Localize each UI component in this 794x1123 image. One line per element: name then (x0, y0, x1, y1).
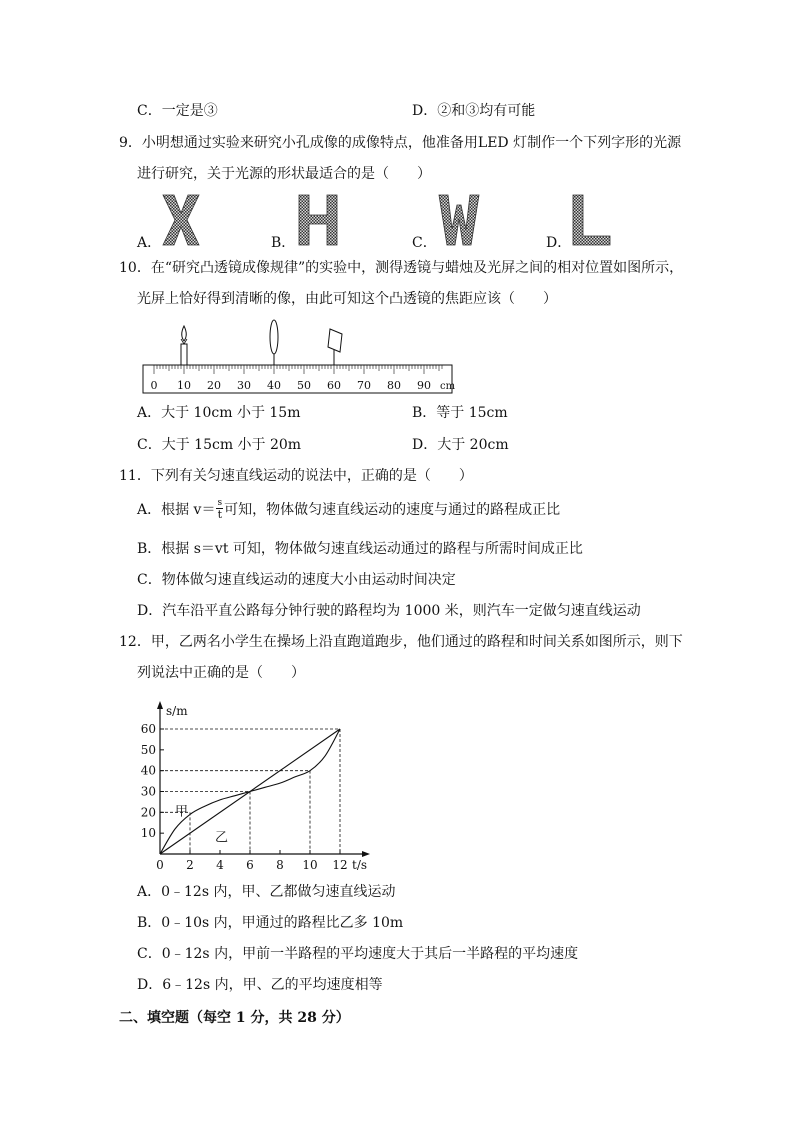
x-tick-label: 10 (302, 858, 318, 872)
q11-option-a-prefix: A．根据 v＝ (137, 502, 216, 518)
q9-option-c-label: C． (412, 235, 437, 251)
series-label-yi: 乙 (215, 830, 229, 846)
q11-option-a-suffix: 可知，物体做匀速直线运动的速度与通过的路程成正比 (224, 502, 561, 518)
ruler-label: 20 (207, 379, 221, 392)
series-label-jia: 甲 (175, 804, 189, 820)
y-axis-label: s/m (166, 704, 188, 718)
s-t-graph (138, 694, 388, 874)
q10-stem-line2: 光屏上恰好得到清晰的像，由此可知这个凸透镜的焦距应该（ ） (137, 291, 557, 307)
ruler-label: 80 (387, 379, 401, 392)
q10-option-d: D．大于 20cm (412, 437, 509, 453)
light-screen (328, 329, 342, 365)
q11-option-a (137, 499, 560, 521)
candle (181, 326, 187, 365)
q10-stem-line1: 10．在“研究凸透镜成像规律”的实验中，测得透镜与蜡烛及光屏之间的相对位置如图所示， (119, 260, 684, 276)
convex-lens (270, 320, 278, 365)
q9-glyph-h (297, 193, 339, 247)
x-tick-label: 12 (332, 858, 348, 872)
fraction-s-over-t (216, 499, 223, 521)
q10-option-c: C．大于 15cm 小于 20m (137, 437, 302, 453)
q8-option-c: C．一定是③ (137, 103, 218, 119)
q11-option-b: B．根据 s＝vt 可知，物体做匀速直线运动通过的路程与所需时间成正比 (137, 541, 583, 557)
q9-option-a-label: A． (137, 235, 162, 251)
y-tick-label: 20 (140, 805, 156, 820)
x-axis-arrow (362, 851, 370, 857)
q9-stem-line2: 进行研究，关于光源的形状最适合的是（ ） (137, 166, 431, 182)
q11-option-d: D．汽车沿平直公路每分钟行驶的路程均为 1000 米，则汽车一定做匀速直线运动 (137, 603, 641, 619)
y-tick-label: 60 (140, 722, 156, 736)
section-2-title: 二、填空题（每空 1 分，共 28 分） (119, 1010, 350, 1026)
fraction-denominator: t (217, 508, 222, 521)
y-tick-label: 10 (140, 826, 156, 841)
y-tick-label: 50 (140, 742, 156, 757)
ruler-label: 50 (297, 379, 311, 392)
y-tick-label: 30 (140, 784, 156, 799)
ruler-label: 0 (150, 379, 158, 392)
fraction-numerator: s (217, 498, 223, 508)
q9-glyph-x (161, 193, 201, 247)
ruler-label: 70 (357, 379, 371, 392)
q11-option-c: C．物体做匀速直线运动的速度大小由运动时间决定 (137, 572, 456, 588)
ruler-label: 10 (177, 379, 191, 392)
x-tick-label: 2 (186, 858, 194, 872)
ruler-label: 40 (267, 379, 281, 392)
q9-option-d-label: D． (546, 235, 572, 251)
q12-stem-line1: 12．甲，乙两名小学生在操场上沿直跑道跑步，他们通过的路程和时间关系如图所示，则下 (119, 634, 683, 650)
q12-option-d: D．6﹣12s 内，甲、乙的平均速度相等 (137, 977, 383, 993)
q12-stem-line2: 列说法中正确的是（ ） (137, 665, 305, 681)
x-tick-label: 6 (246, 858, 254, 872)
q9-glyph-w (438, 193, 480, 247)
chart-labels (141, 704, 367, 872)
x-axis-label: t/s (352, 858, 368, 872)
y-tick-label: 40 (140, 763, 156, 778)
optical-bench-figure (140, 317, 460, 397)
q12-option-c: C．0﹣12s 内，甲前一半路程的平均速度大于其后一半路程的平均速度 (137, 946, 579, 962)
x-tick-label: 0 (156, 858, 164, 872)
ruler-label: 30 (237, 379, 251, 392)
q10-option-b: B．等于 15cm (412, 405, 508, 421)
q9-stem-line1: 9．小明想通过实验来研究小孔成像的成像特点，他准备用LED 灯制作一个下列字形的光源 (119, 135, 682, 151)
q11-stem: 11．下列有关匀速直线运动的说法中，正确的是（ ） (119, 468, 473, 484)
ruler-unit: cm (440, 381, 456, 392)
q12-option-b: B．0﹣10s 内，甲通过的路程比乙多 10m (137, 915, 404, 931)
q10-option-a: A．大于 10cm 小于 15m (137, 405, 301, 421)
q9-option-b-label: B． (271, 235, 296, 251)
y-axis-arrow (157, 701, 163, 709)
ruler-label: 90 (417, 379, 431, 392)
q9-glyph-l (571, 193, 613, 247)
x-tick-label: 8 (276, 858, 284, 872)
x-tick-label: 4 (216, 858, 224, 872)
q12-option-a: A．0﹣12s 内，甲、乙都做匀速直线运动 (137, 884, 396, 900)
ruler-label: 60 (327, 379, 341, 392)
q8-option-d: D．②和③均有可能 (412, 103, 536, 119)
